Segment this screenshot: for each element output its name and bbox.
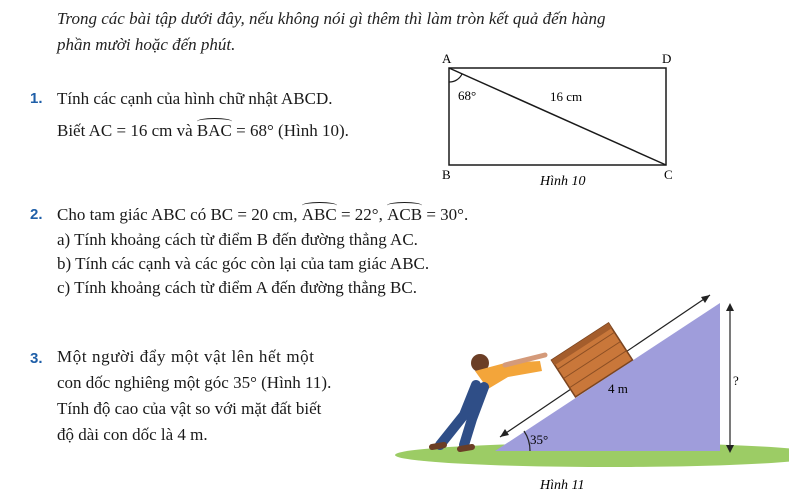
angle-35-label: 35° [530, 432, 549, 447]
exercise-2-number: 2. [30, 206, 43, 223]
exercise-1-line-2 [57, 118, 349, 142]
exercise-3-line-3: Tính độ cao của vật so với mặt đất biết [57, 399, 322, 418]
intro-line-2: phần mười hoặc đến phút. [57, 35, 236, 54]
exercise-3-line-1: Một người đẩy một vật lên hết một [57, 347, 315, 366]
figure-10 [430, 48, 690, 188]
angle-arc-a [449, 74, 462, 82]
vertex-c: C [664, 167, 673, 182]
exercise-2-line-1 [57, 202, 468, 226]
intro-line-1: Trong các bài tập dưới đây, nếu không nói gì thêm thì làm tròn kết quả đến hàng [57, 9, 606, 28]
exercise-1-line-1: Tính các cạnh của hình chữ nhật ABCD. [57, 89, 333, 108]
angle-bac-label: BAC [197, 118, 232, 142]
exercise-2-part-c: c) Tính khoảng cách từ điểm A đến đường thẳng BC. [57, 278, 417, 297]
exercise-1-given: Biết AC = 16 cm và [57, 121, 193, 140]
exercise-1-given-end: = 68° (Hình 10). [231, 121, 349, 140]
exercise-2-given-mid: = 22°, [336, 205, 383, 224]
vertex-a: A [442, 51, 452, 66]
angle-abc-label: ABC [302, 202, 337, 226]
exercise-3-number: 3. [30, 350, 43, 367]
exercise-3-line-2: con dốc nghiêng một góc 35° (Hình 11). [57, 373, 332, 392]
vertex-d: D [662, 51, 672, 66]
exercise-2-part-b: b) Tính các cạnh và các góc còn lại của tam giác ABC. [57, 254, 430, 273]
exercise-3-line-4: độ dài con dốc là 4 m. [57, 425, 208, 444]
arrow-head-top [701, 295, 710, 303]
angle-acb-label: ACB [387, 202, 422, 226]
figure-11 [380, 285, 789, 492]
length-4m-label: 4 m [608, 381, 628, 396]
angle-68-label: 68° [458, 88, 477, 103]
height-arrow-top [726, 303, 734, 311]
vertex-b: B [442, 167, 451, 182]
figure-11-caption: Hình 11 [540, 478, 585, 492]
height-question-label: ? [733, 373, 739, 388]
diagonal-ac [449, 68, 666, 165]
exercise-1-number: 1. [30, 90, 43, 107]
exercise-2-given: Cho tam giác ABC có BC = 20 cm, [57, 205, 298, 224]
exercise-2-part-a: a) Tính khoảng cách từ điểm B đến đường thẳng AC. [57, 230, 418, 249]
length-16cm-label: 16 cm [550, 89, 583, 104]
arrow-head-bottom [500, 429, 509, 437]
figure-10-caption: Hình 10 [540, 174, 586, 188]
exercise-2-given-end: = 30°. [422, 205, 469, 224]
